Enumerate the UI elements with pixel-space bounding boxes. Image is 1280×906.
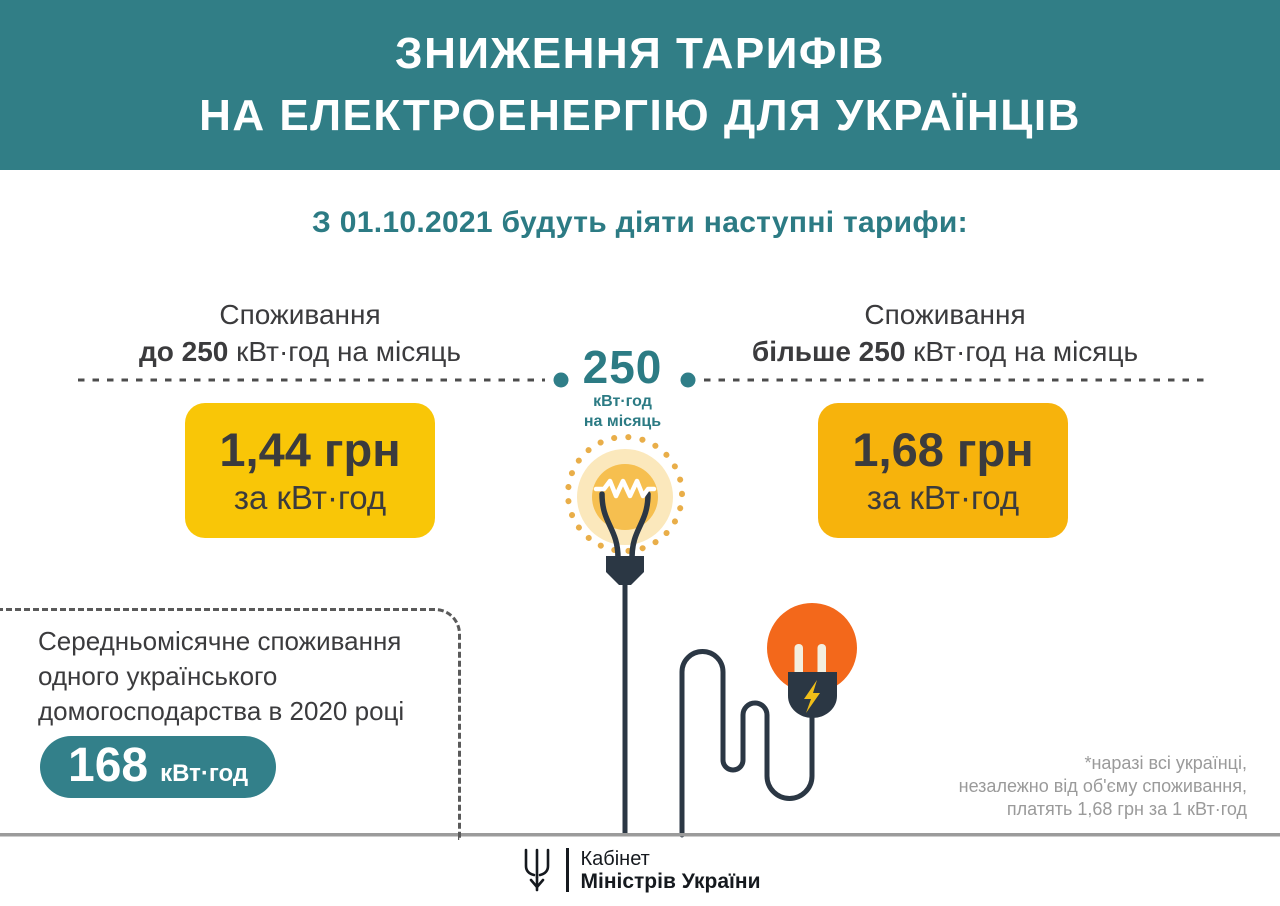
footnote-line3: платять 1,68 грн за 1 кВт·год — [1006, 799, 1247, 819]
threshold-unit-line1: кВт·год — [593, 393, 652, 410]
plug-prong-right — [818, 644, 827, 676]
average-unit: кВт·год — [160, 760, 249, 787]
right-range-rest: кВт·год на місяць — [905, 336, 1139, 367]
footnote-line1: *наразі всі українці, — [1084, 753, 1247, 773]
right-price-value: 1,68 грн — [852, 422, 1034, 476]
left-tariff-label — [60, 296, 540, 370]
header-banner — [0, 0, 1280, 170]
plug-prong-left — [795, 644, 804, 676]
left-price-unit: за кВт·год — [233, 478, 387, 516]
effective-date-subtitle: З 01.10.2021 будуть діяти наступні тарифи: — [312, 206, 968, 239]
bulb-base — [606, 556, 644, 585]
left-price-value: 1,44 грн — [219, 422, 401, 476]
org-line2: Міністрів України — [580, 869, 761, 893]
average-text-line1: Середньомісячне споживання — [38, 626, 402, 656]
page-title-line2: НА ЕЛЕКТРОЕНЕРГІЮ ДЛЯ УКРАЇНЦІВ — [199, 91, 1081, 140]
left-consumption-range — [60, 333, 540, 370]
footnote — [959, 752, 1247, 821]
org-line1: Кабінет — [580, 847, 650, 870]
footer-logo — [0, 847, 1280, 893]
average-consumption-text — [38, 624, 404, 729]
left-range-bold: до 250 — [138, 336, 229, 367]
logo-divider — [566, 848, 569, 892]
right-price-unit: за кВт·год — [866, 478, 1020, 516]
average-text-line2: одного українського — [38, 661, 278, 691]
average-text-line3: домогосподарства в 2020 році — [38, 696, 405, 726]
left-range-rest: кВт·год на місяць — [228, 336, 462, 367]
right-consumption-range — [705, 333, 1185, 370]
light-bulb-illustration — [568, 437, 682, 835]
average-value-pill — [40, 736, 276, 798]
power-plug-illustration — [682, 603, 857, 835]
threshold-callout — [545, 341, 700, 432]
average-value: 168 — [68, 739, 149, 792]
right-consumption-word: Споживання — [864, 299, 1026, 330]
right-price-card — [818, 403, 1068, 538]
organization-name — [581, 848, 761, 893]
left-consumption-word: Споживання — [219, 299, 381, 330]
right-tariff-label — [705, 296, 1185, 370]
left-price-card — [185, 403, 435, 538]
right-range-bold: більше 250 — [751, 336, 906, 367]
threshold-unit-line2: на місяць — [583, 413, 662, 430]
footnote-line2: незалежно від об'єму споживання, — [958, 776, 1247, 796]
page-title-line1: ЗНИЖЕННЯ ТАРИФІВ — [395, 29, 885, 78]
threshold-value: 250 — [582, 341, 663, 393]
trident-icon — [520, 847, 554, 893]
threshold-unit — [545, 392, 700, 432]
